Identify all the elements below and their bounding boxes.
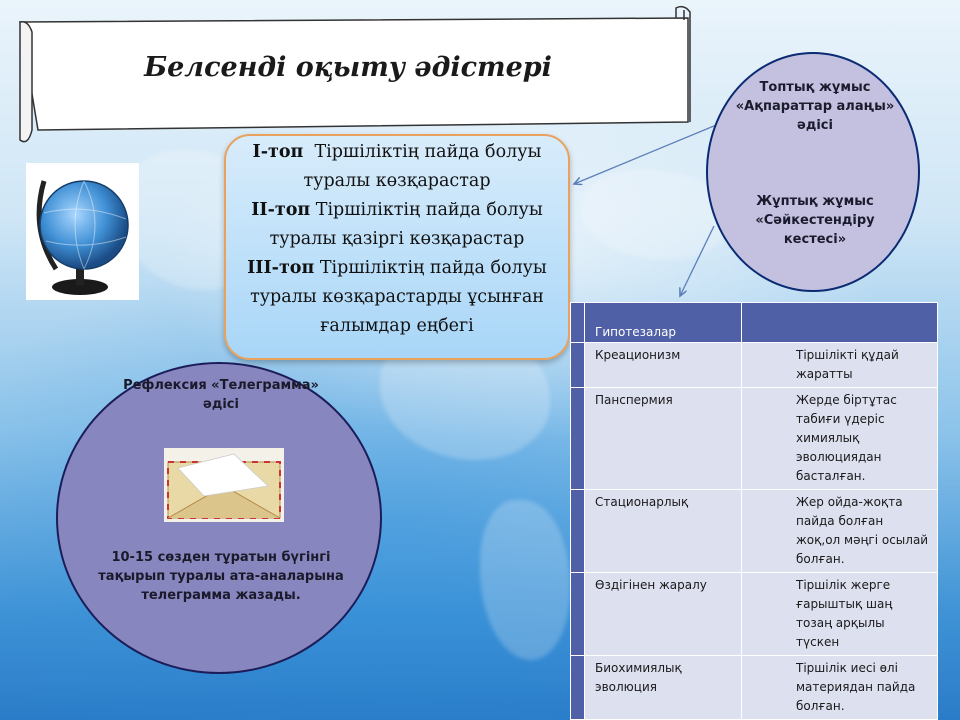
table-cell-name: Креационизм	[585, 343, 742, 388]
group-text: Тіршіліктің пайда болуы туралы көзқарастарды ұсынған ғалымдар еңбегі	[250, 258, 547, 336]
method-pair-work-info: Топтық жұмыс «Ақпараттар алаңы» әдісі	[735, 80, 895, 133]
table-cell-desc: Жерде біртұтас табиғи үдеріс химиялық эволюциядан басталған.	[742, 388, 938, 490]
table-cell-name: Стационарлық	[585, 490, 742, 573]
background-continent	[480, 500, 570, 660]
table-row	[571, 656, 938, 720]
title-banner	[8, 4, 698, 144]
table-cell-desc: Тіршілікті құдай жаратты	[742, 343, 938, 388]
table-cell-name: Өздігінен жаралу	[585, 573, 742, 656]
hypotheses-table	[570, 302, 938, 720]
group-item	[234, 254, 560, 341]
table-cell-name: Панспермия	[585, 388, 742, 490]
table-row	[571, 388, 938, 490]
method-pair-work-matching: Жұптық жұмыс «Сәйкестендіру кестесі»	[755, 194, 875, 247]
table-header-cell: Гипотезалар	[585, 303, 742, 343]
table-row	[571, 573, 938, 656]
table-row	[571, 490, 938, 573]
table-row	[571, 343, 938, 388]
group-label: ІІ-топ	[251, 200, 311, 220]
group-text: Тіршіліктің пайда болуы туралы көзқарастар	[303, 142, 542, 191]
table-gutter	[571, 303, 585, 343]
group-item	[234, 138, 560, 196]
table-cell-desc: Тіршілік иесі өлі материядан пайда болған.	[742, 656, 938, 720]
group-text: Тіршіліктің пайда болуы туралы қазіргі көзқарастар	[269, 200, 543, 249]
groups-panel	[224, 134, 570, 360]
table-cell-desc: Жер ойда-жоқта пайда болған жоқ,ол мәңгі осылай болған.	[742, 490, 938, 573]
group-label: І-топ	[252, 142, 304, 162]
table-header-row	[571, 303, 938, 343]
page-title: Белсенді оқыту әдістері	[144, 52, 552, 83]
globe-icon	[26, 163, 139, 300]
group-item	[234, 196, 560, 254]
table-cell-desc: Тіршілік жерге ғарыштық шаң тозаң арқылы түскен	[742, 573, 938, 656]
methods-circle	[706, 52, 920, 292]
reflection-body: 10-15 сөзден тұратын бүгінгі тақырып туралы ата-аналарына телеграмма жазады.	[98, 550, 344, 603]
table-header-cell-empty	[742, 303, 938, 343]
reflection-heading: Рефлексия «Телеграмма» әдісі	[123, 378, 319, 412]
table-cell-name: Биохимиялық эволюция	[585, 656, 742, 720]
group-label: ІІІ-топ	[247, 258, 315, 278]
reflection-circle	[56, 362, 382, 674]
envelope-icon	[164, 448, 284, 522]
